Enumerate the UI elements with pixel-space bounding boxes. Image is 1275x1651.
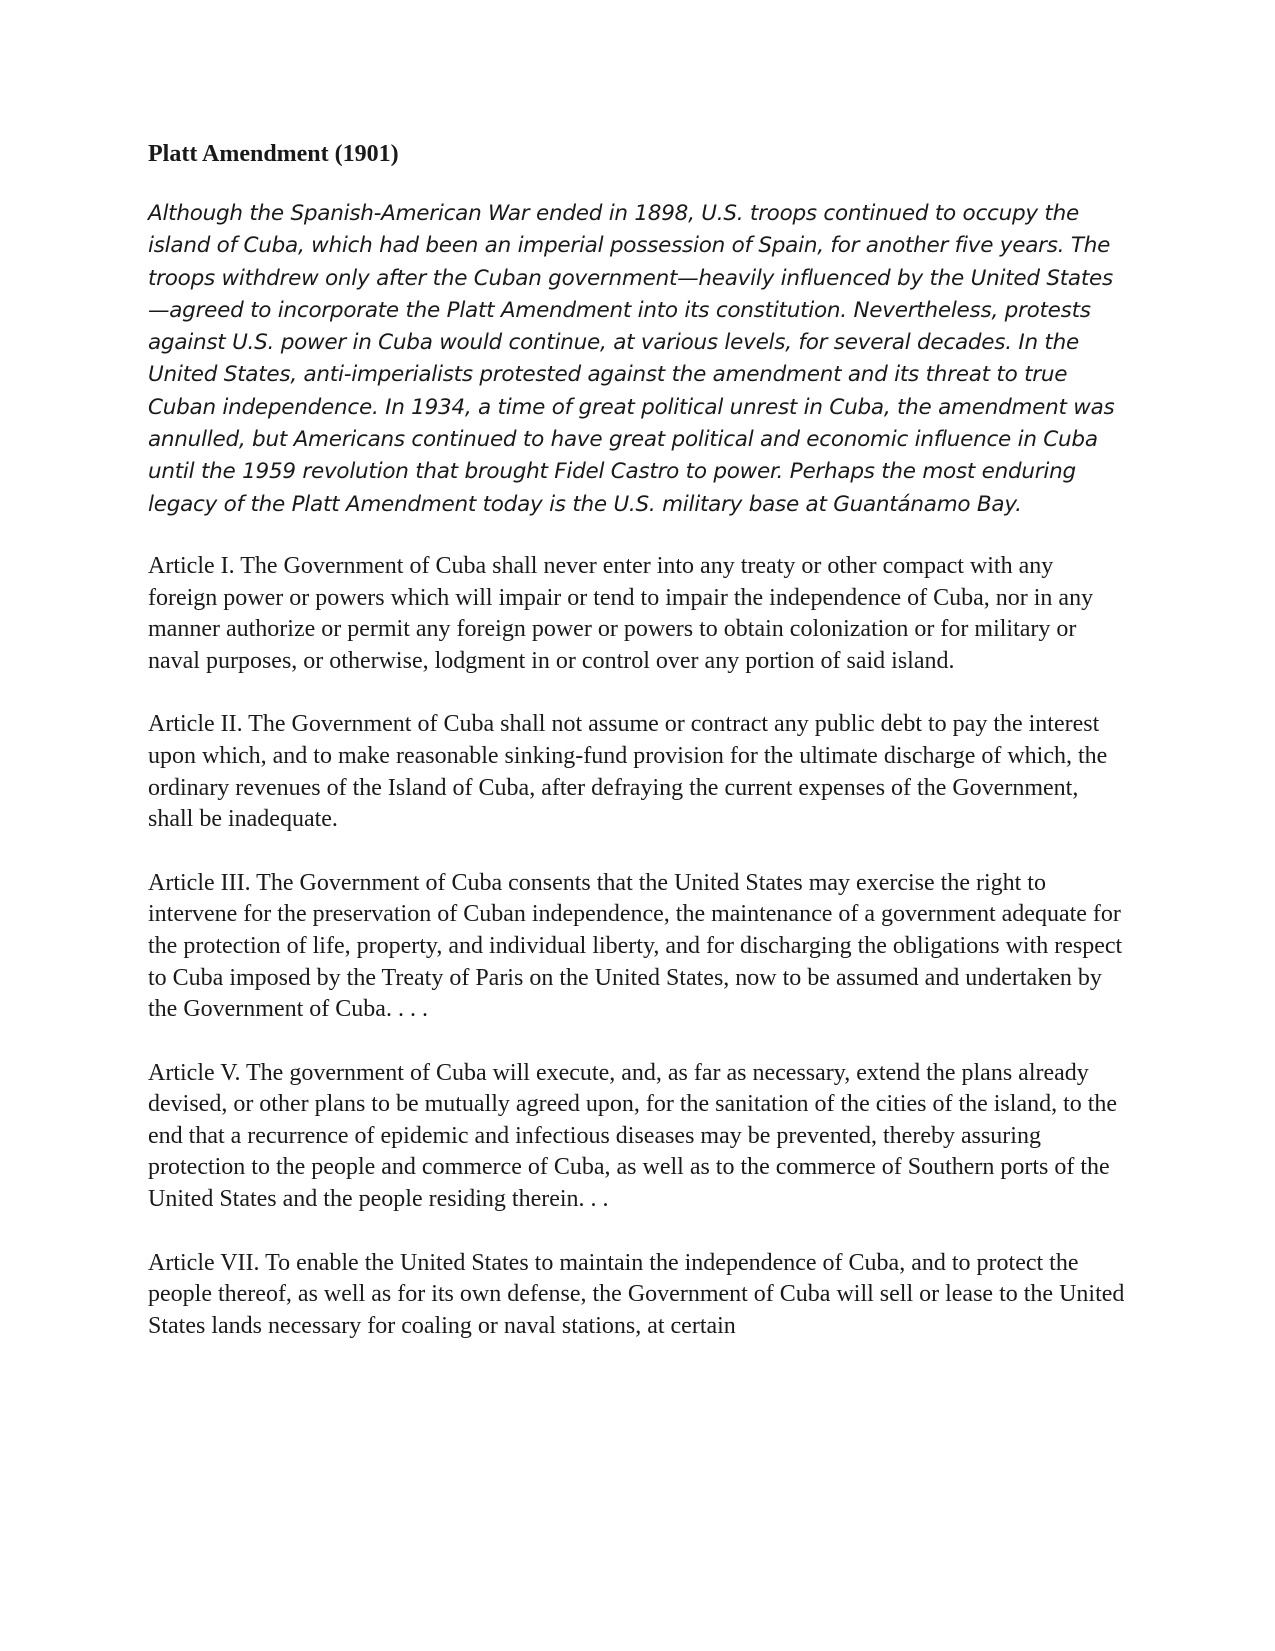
intro-paragraph: Although the Spanish-American War ended in 1898, U.S. troops continued to occupy the island of Cuba, which had been an imperial possession of Spain, for another five years. The troops withdrew only after the Cuban government—heavily influenced by the United States—agreed to incorporate the Platt Amendment into its constitution. Nevertheless, protests against U.S. power in Cuba would continue, at various levels, for several decades. In the United States, anti-imperialists protested against the amendment and its threat to true Cuban independence. In 1934, a time of great political unrest in Cuba, the amendment was annulled, but Americans continued to have great political and economic influence in Cuba until the 1959 revolution that brought Fidel Castro to power. Perhaps the most enduring legacy of the Platt Amendment today is the U.S. military base at Guantánamo Bay. (148, 201, 1115, 517)
article-2-paragraph: Article II. The Government of Cuba shall not assume or contract any public debt to pay the interest upon which, and to make reasonable sinking-fund provision for the ultimate discharge of which, the ordinary revenues of the Island of Cuba, after defraying the current expenses of the Government, shall be inadequate. (148, 711, 1108, 833)
document-body (148, 138, 1128, 1374)
article-7-paragraph: Article VII. To enable the United States to maintain the independence of Cuba, and to protect the people thereof, as well as for its own defense, the Government of Cuba will sell or lease to the United States lands necessary for coaling or naval stations, at certain (148, 1249, 1125, 1339)
article-1-paragraph: Article I. The Government of Cuba shall never enter into any treaty or other compact with any foreign power or powers which will impair or tend to impair the independence of Cuba, nor in any manner authorize or permit any foreign power or powers to obtain colonization or for military or naval purposes, or otherwise, lodgment in or control over any portion of said island. (148, 552, 1094, 674)
article-5-paragraph: Article V. The government of Cuba will execute, and, as far as necessary, extend the plans already devised, or other plans to be mutually agreed upon, for the sanitation of the cities of the island, to the end that a recurrence of epidemic and infectious diseases may be prevented, thereby assuring protection to the people and commerce of Cuba, as well as to the commerce of Southern ports of the United States and the people residing therein. . . (148, 1059, 1118, 1213)
document-title: Platt Amendment (1901) (148, 141, 399, 167)
article-3-paragraph: Article III. The Government of Cuba consents that the United States may exercise the right to intervene for the preservation of Cuban independence, the maintenance of a government adequate for the protection of life, property, and individual liberty, and for discharging the obligations with respect to Cuba imposed by the Treaty of Paris on the United States, now to be assumed and undertaken by the Government of Cuba. . . . (148, 869, 1123, 1023)
